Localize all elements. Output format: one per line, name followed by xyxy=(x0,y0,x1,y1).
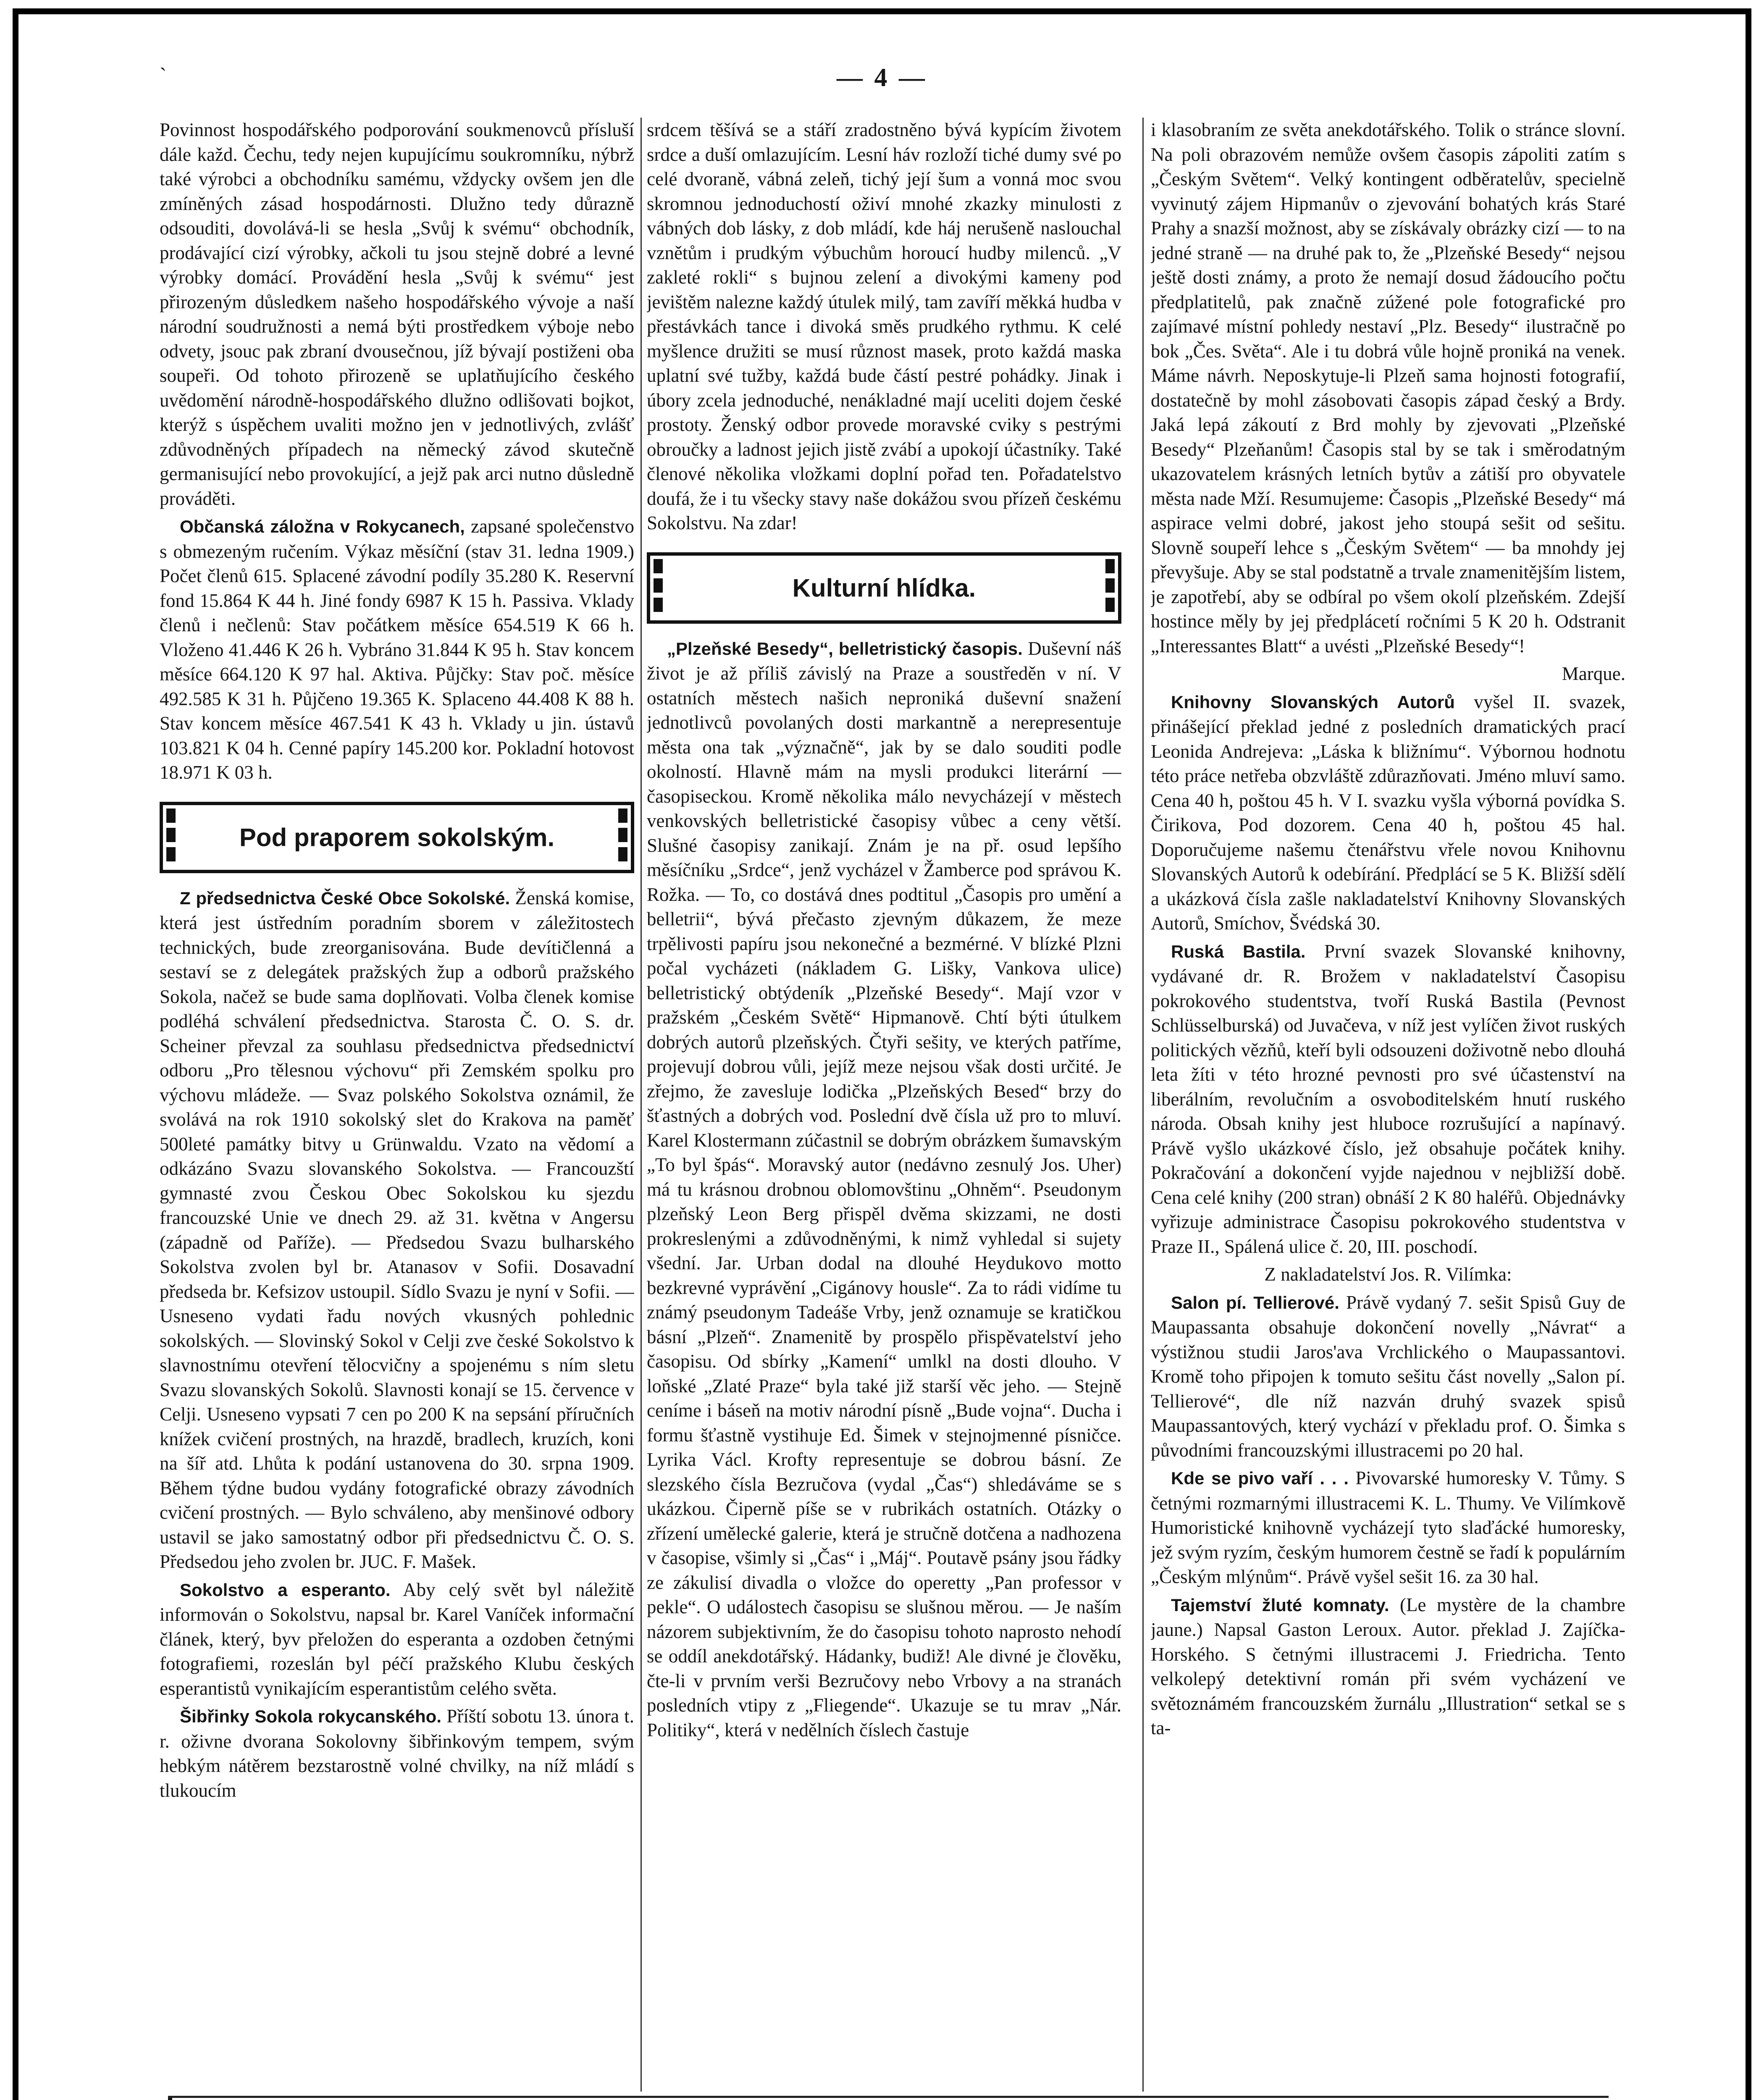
article-lead: „Plzeňské Besedy“, belletristický časopis. xyxy=(667,638,1023,659)
doctor-advertisement xyxy=(168,2096,1609,2100)
section-title: Pod praporem sokolským. xyxy=(239,823,555,851)
article-text: Ženská komise, která jest ústředním poradním sborem v záležitostech technických, bude zreorganisována. Bude devítičlenná a sestaví se z delegátek pražských žup a odborů pražského Sokola, načež se bude sama doplňovati. Volba členek komise podléhá schválení předsednictva. Starosta Č. O. S. dr. Scheiner převzal za souhlasu předsednictva předsednictví odboru „Pro tělesnou výchovu“ při Zemském spolku pro výchovu mládeže. — Svaz polského Sokolstva oznámil, že svolává na rok 1910 sokolský slet do Krakova na paměť 500leté památky bitvy u Grünwaldu. Vzato na vědomí a odkázáno Svazu slovanského Sokolstva. — Francouzští gymnasté zvou Českou Obec Sokolskou ku sjezdu francouzské Unie ve dnech 29. až 31. května v Angersu (západně od Paříže). — Předsedou Svazu bulharského Sokolstva zvolen byl br. Atanasov v Sofii. Dosavadní předseda br. Kefsizov ustoupil. Sídlo Svazu je nyní v Sofii. — Usneseno vydati řadu nových vkusných pohlednic sokolských. — Slovinský Sokol v Celji zve české Sokolstvo k slavnostnímu otevření tělocvičny a spojenému s ním sletu Svazu slovanských Sokolů. Slavnosti konají se 15. července v Celji. Usneseno vypsati 7 cen po 200 K na sepsání příručních knížek cvičení prostných, na hrazdě, bradlech, kruzích, koni na šíř atd. Lhůta k podání ustanovena do 30. srpna 1909. Během týdne budou vydány fotografické obrazy závodních cvičení prostných. — Bylo schváleno, aby menšinové odbory ustavil se jako samostatný odbor při předsednictvu Č. O. S. Předsedou jeho zvolen br. JUC. F. Mašek. xyxy=(160,887,634,1572)
article-paragraph xyxy=(647,636,1121,1743)
article-lead: Sokolstvo a esperanto. xyxy=(180,1580,391,1600)
page-number: — 4 — xyxy=(837,63,927,92)
article-paragraph: srdcem těšívá se a stáří zradostněno bývá kypícím životem srdce a duší omlazujícím. Lesní háv rozloží tiché dumy své po celé dvoraně, vábná zeleň, tichý její šum a vonná moc svou skromnou jednoduchostí oživí mnohé zkazky minulosti z vábných dob lásky, z dob mládí, kde háj nerušeně naslouchal vznětům i prudkým výbuchům horoucí hudby milenců. „V zakleté rokli“ s bujnou zelení a divokými kameny pod jevištěm nalezne každý útulek milý, tam zavíří měkká hudba v přestávkách tance i divoká směs prudkého rythmu. K celé myšlence družiti se musí různost masek, proto každá maska uplatní své tužby, každá bude částí pestré pohádky. Jinak i úbory zcela jednoduché, nenákladné mají uceliti dojem české prostoty. Ženský odbor provede moravské cviky s pestrými obroučky a ladnost jejich jistě zvábí a upokojí účastníky. Také členové několika vložkami doplní pořad ten. Pořadatelstvo doufá, že i tu všecky stavy naše dokážou svou přízeň českému Sokolstvu. Na zdar! xyxy=(647,119,1121,533)
publisher-heading: Z nakladatelství Jos. R. Vilímka: xyxy=(1264,1264,1512,1285)
article-paragraph xyxy=(1151,1593,1625,1740)
article-paragraph xyxy=(160,1578,634,1701)
article-paragraph: i klasobraním ze světa anekdotářského. Tolik o stránce slovní. Na poli obrazovém nemůže ovšem časopis zápoliti zatím s „Českým Světem“. Velký kontingent odběratelův, specielně vyvinutý zájem Hipmanův o zjevování bohatých krás Staré Prahy a snazší možnost, aby se získávaly obrázky cizí — to na jedné straně — na druhé pak to, že „Plzeňské Besedy“ nejsou ještě dosti známy, a proto že nemají dosud žádoucího počtu předplatitelů, pak značně zúžené pole fotografické pro zajímavé místní pohledy nestaví „Plz. Besedy“ ilustračně po bok „Čes. Světa“. Ale i tu dobrá vůle hojně proniká na venek. Máme návrh. Neposkytuje-li Plzeň sama hojnosti fotografií, dostatečně by mohl zásobovati časopis západ český a Brdy. Jaká lepá zákoutí z Brd mohly by zjevovati „Plzeňské Besedy“ Plzeňanům! Časopis stal by se tak i směrodatným ukazovatelem krásných letních bytův a zátiší pro obyvatele města nade Mží. Resumujeme: Časopis „Plzeňské Besedy“ má aspirace velmi dobré, jakost jeho stoupá sešit od sešitu. Slovně soupeří lehce s „Českým Světem“ — ba mnohdy jej převyšuje. Aby se stal podstatně a trvale znamenitějším listem, je zapotřebí, aby se odbíral po všem okolí plzeňském. Zdejší hostince měly by jej předplácetí ročními 5 K 20 h. Odstranit „Interessantes Blatt“ a uvésti „Plzeňské Besedy“! xyxy=(1151,119,1625,656)
article-text: Aby celý svět byl náležitě informován o Sokolstvu, napsal br. Karel Vaníček informační článek, který, byv přeložen do esperanta a ozdoben četnými fotografiemi, rozeslán byl péčí pražského Klubu českých esperantistů vynikajícím esperantistům celého světa. xyxy=(160,1579,634,1699)
article-paragraph xyxy=(1151,1466,1625,1589)
article-text: Právě vydaný 7. sešit Spisů Guy de Maupassanta obsahuje dokončení novelly „Návrat“ a výstižnou studii Jaros'ava Vrchlického o Maupassantovi. Kromě toho připojen k tomuto sešitu část novelly „Salon pí. Tellierové“, dle níž nazván druhý svazek spisů Maupassantových, který vychází v překladu prof. O. Šimka s původními francouzskými illustracemi po 20 hal. xyxy=(1151,1292,1625,1461)
article-paragraph xyxy=(160,514,634,785)
corner-mark: ` xyxy=(160,63,167,87)
article-text: Pivovarské humoresky V. Tůmy. S četnými rozmarnými illustracemi K. L. Thumy. Ve Vilímkově Humoristické knihovně vycházejí tyto slaďácké humoresky, jež svým ryzím, českým humorem čestně se řadí k populárním „Českým mlýnům“. Právě vyšel sešit 16. za 30 hal. xyxy=(1151,1467,1625,1587)
article-paragraph xyxy=(160,886,634,1574)
article-lead: Šibřinky Sokola rokycanského. xyxy=(180,1706,442,1726)
column-3 xyxy=(1151,118,1625,2092)
section-header-sokol xyxy=(160,802,634,873)
article-text: První svazek Slovanské knihovny, vydávané dr. R. Brožem v nakladatelství Časopisu pokrokového studentstva, tvoří Ruská Bastila (Pevnost Schlüsselburská) od Juvačeva, v níž jest vylíčen život ruských politických vězňů, kteří byli odsouzeni doživotně nebo dlouhá leta žíti v této hrozné pevnosti pro své účastenství na liberálním, revolučním a osvoboditelském hnutí ruského národa. Obsah knihy jest hluboce rozrušující a napínavý. Právě vyšlo ukázkové číslo, jež obsahuje počátek knihy. Pokračování a dokončení vyjde najednou v nejbližší době. Cena celé knihy (200 stran) obnáší 2 K 80 haléřů. Objednávky vyřizuje administrace Časopisu pokrokového studentstva v Praze II., Spálená ulice č. 20, III. poschodí. xyxy=(1151,940,1625,1257)
ad-services xyxy=(1121,2098,1764,2100)
article-signature: Marque. xyxy=(1562,663,1625,684)
article-lead: Kde se pivo vaří . . . xyxy=(1171,1468,1349,1488)
article-lead: Salon pí. Tellierové. xyxy=(1171,1292,1339,1312)
column-rule xyxy=(640,118,642,2092)
article-text: Příští sobotu 13. února t. r. oživne dvorana Sokolovny šibřinkovým tempem, svým hebkým nátěrem bezstarostně volné chvilky, na níž mládí s tlukoucím xyxy=(160,1706,634,1801)
article-text: Duševní náš život je až příliš závislý na Praze a soustředěn v ní. V ostatních městech našich neproniká duševní snažení jednotlivců povolaných dosti markantně a nerepresentuje města ona tak „význačně“, jak by se dalo souditi podle okolností. Hlavně mám na mysli produkci literární — časopiseckou. Kromě několika málo nevycházejí v městech venkovských belletristické časopisy vůbec a ceny větší. Slušné časopisy zanikají. Znám je na př. osud lepšího měsíčníku „Srdce“, jenž vycházel v Žamberce pod správou K. Rožka. — To, co dostává dnes podtitul „Časopis pro umění a belletrii“, bývá přečasto zjevným důkazem, že meze trpělivosti papíru jsou nekonečné a bezmérné. V blízké Plzni počal vycházeti (nákladem G. Lišky, Vankova ulice) belletristický obtýdeník „Plzeňské Besedy“. Mají vzor v pražském „Českém Světě“ Hipmanově. Chtí býti útulkem dobrých autorů plzeňských. Čtyři sešity, ve kterých patříme, projevují dobrou vůli, jejíž meze nejsou však dosti určité. Je zřejmo, že zavesluje lodička „Plzeňských Besed“ brzy do šťastných a dobrých vod. Poslední dvě čísla už pro to mluví. Karel Klostermann zúčastnil se dobrým obrázkem šumavským „To byl špás“. Moravský autor (nedávno zesnulý Jos. Uher) má tu krásnou drobnou oblomovštinu „Ohněm“. Pseudonym plzeňský Leon Berg přispěl dvěma skizzami, ne dosti prokreslenými a zdůvodněnými, k nimž vyhledal si sujety všední. Jar. Urban dodal na dlouhé Heydukovo motto bezkrevné vyprávění „Cigánovy housle“. Za to rádi vidíme tu známý pseudonym Tadeáše Vrby, jenž oznamuje se kratičkou básní „Plzeň“. Znamenitě by prospělo přispěvatelství jeho časopisu. Od sbírky „Kamení“ umlkl na dosti dlouho. V loňské „Zlaté Praze“ byla také již starší věc jeho. — Stejně ceníme i báseň na motiv národní písně „Bude vojna“. Ducha i formu šťastně vystihuje Ed. Šimek v stejnojmenné písničce. Lyrika Václ. Krofty representuje se dobrou básní. Ze slezského čísla Bezručova (vydal „Čas“) shledáváme se s ukázkou. Čiperně píše se v rubrikách ostatních. Otázky o zřízení umělecké galerie, která je stručně dotčena a nadhozena v časopise, všimly si „Čas“ i „Máj“. Poutavě psány jsou řádky ze zákulisí divadla o vložce do operetty „Pan professor v pekle“. O událostech časopisu se slušnou měrou. — Je naším názorem subjektivním, že do časopisu tohoto naprosto nehodí se oddíl anekdotářský. Hádanky, budiž! Ale divné je člověku, čte-li v prvním verši Bezručovy nebo Vrbovy a na stranách posledních vtipy z „Fliegende“. Ukazuje se tu mrav „Nár. Politiky“, která v nedělních číslech častuje xyxy=(647,638,1121,1740)
section-title: Kulturní hlídka. xyxy=(792,574,976,602)
column-1 xyxy=(160,118,634,2092)
article-paragraph xyxy=(160,1704,634,1803)
article-text: zapsané společenstvo s obmezeným ručením. Výkaz měsíční (stav 31. ledna 1909.) Počet členů 615. Splacené závodní podíly 35.280 K. Reservní fond 15.864 K 44 h. Jiné fondy 6987 K 15 h. Passiva. Vklady členů i nečlenů: Stav počátkem měsíce 654.519 K 66 h. Vloženo 41.446 K 26 h. Vybráno 31.844 K 95 h. Stav koncem měsíce 664.120 K 97 hal. Aktiva. Půjčky: Stav poč. měsíce 492.585 K 31 h. Půjčeno 19.365 K. Splaceno 44.408 K 88 h. Stav koncem měsíce 467.541 K 43 h. Vklady u jin. ústavů 103.821 K 04 h. Cenné papíry 145.200 kor. Pokladní hotovost 18.971 K 03 h. xyxy=(160,516,634,783)
article-paragraph xyxy=(1151,1290,1625,1463)
ad-service-line xyxy=(1121,2098,1764,2100)
article-text: (Le mystère de la chambre jaune.) Napsal Gaston Leroux. Autor. překlad J. Zajíčka-Horského. S četnými illustracemi J. Friedricha. Tento velkolepý detektivní román při svém vycházení ve světoznámém francouzském žurnálu „Illustration“ setkal se s ta- xyxy=(1151,1594,1625,1738)
column-rule xyxy=(1142,118,1144,2092)
article-lead: Knihovny Slovanských Autorů xyxy=(1171,692,1455,712)
article-paragraph xyxy=(1151,690,1625,936)
section-header-culture xyxy=(647,552,1121,624)
ad-bracket xyxy=(168,2098,172,2100)
article-lead: Ruská Bastila. xyxy=(1171,941,1306,961)
article-text: vyšel II. svazek, přinášející překlad jedné z posledních dramatických prací Leonida Andrejeva: „Láska k bližnímu“. Výbornou hodnotu této práce netřeba obzvláště zdůrazňovati. Jméno mluví samo. Cena 40 h, poštou 45 h. V I. svazku vyšla výborná povídka S. Čirikova, Pod dozorem. Cena 40 h, poštou 45 hal. Doporučujeme našemu čtenářstvu vřele novou Knihovnu Slovanských Autorů k odebírání. Předplácí se 5 K. Bližší sdělí a ukázková čísla zašle nakladatelství Knihovny Slovanských Autorů, Smíchov, Švédská 30. xyxy=(1151,691,1625,934)
article-lead: Občanská záložna v Rokycanech, xyxy=(180,517,465,536)
article-paragraph: Povinnost hospodářského podporování soukmenovců přísluší dále každ. Čechu, tedy nejen kupujícímu soukromníku, nýbrž také výrobci a obchodníku samému, vždycky ovšem jen dle zmíněných zásad hospodárnosti. Dlužno tedy důrazně odsouditi, dovolává-li se hesla „Svůj k svému“ obchodník, prodávající cizí výrobky, ačkoli tu jsou stejně dobré a levné výrobky domácí. Provádění hesla „Svůj k svému“ jest přirozeným důsledkem našeho hospodářského vývoje a naší národní soudružnosti a nemá býti prostředkem výboje nebo odvety, jsouc pak zbraní dvousečnou, jíž bývají postiženi oba soupeři. Od tohoto přirozeně se uplatňujícího českého uvědomění národně-hospodářského dlužno odlišovati bojkot, kterýž s úspěchem uvaliti možno jen v jednotlivých, zvlášť zdůvodněných případech na německý závod skutečně germanisující nebo provokující, a jejž pak arci nutno důsledně prováděti. xyxy=(160,119,634,509)
article-paragraph xyxy=(1151,939,1625,1259)
column-2 xyxy=(647,118,1121,2092)
article-lead: Tajemství žluté komnaty. xyxy=(1171,1595,1389,1615)
article-lead: Z předsednictva České Obce Sokolské. xyxy=(180,888,510,908)
